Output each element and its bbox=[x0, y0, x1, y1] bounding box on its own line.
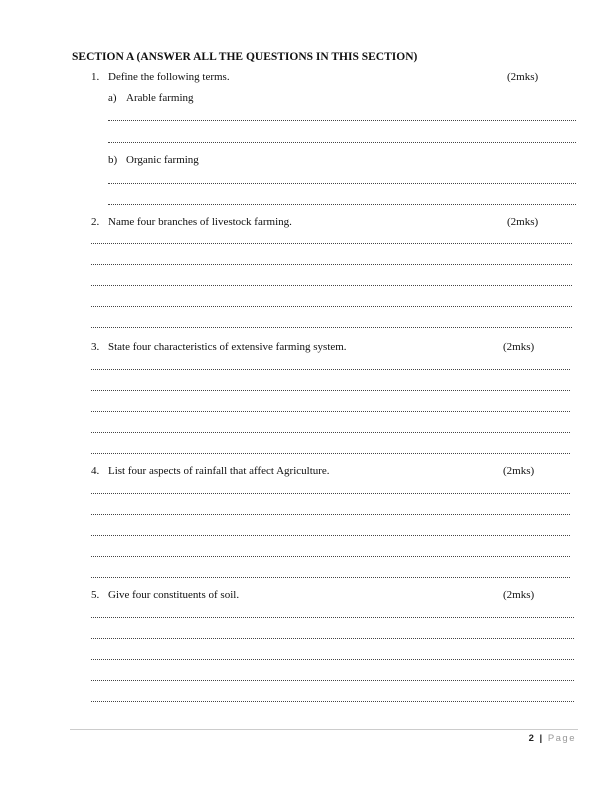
question-number: 4. bbox=[91, 465, 100, 477]
answer-line bbox=[91, 411, 570, 412]
section-heading: SECTION A (ANSWER ALL THE QUESTIONS IN THIS SECTION) bbox=[72, 51, 418, 63]
answer-line bbox=[91, 453, 570, 454]
question-text: List four aspects of rainfall that affect Agriculture. bbox=[108, 465, 330, 477]
question-number: 2. bbox=[91, 216, 100, 228]
part-label: a) bbox=[108, 92, 117, 104]
answer-line bbox=[91, 493, 570, 494]
question-text: Define the following terms. bbox=[108, 71, 230, 83]
page-separator: | bbox=[539, 733, 544, 744]
answer-line bbox=[91, 659, 574, 660]
answer-line bbox=[108, 183, 576, 184]
answer-line bbox=[91, 617, 574, 618]
question-text: State four characteristics of extensive farming system. bbox=[108, 341, 347, 353]
answer-line bbox=[91, 638, 574, 639]
question-marks: (2mks) bbox=[503, 341, 535, 353]
footer-rule bbox=[70, 729, 578, 730]
part-text: Organic farming bbox=[126, 154, 199, 166]
question-marks: (2mks) bbox=[507, 71, 539, 83]
answer-line bbox=[91, 680, 574, 681]
answer-line bbox=[108, 142, 576, 143]
question-number: 5. bbox=[91, 589, 100, 601]
question-text: Name four branches of livestock farming. bbox=[108, 216, 292, 228]
question-marks: (2mks) bbox=[503, 589, 535, 601]
answer-line bbox=[91, 432, 570, 433]
part-text: Arable farming bbox=[126, 92, 194, 104]
answer-line bbox=[91, 577, 570, 578]
page-label: Page bbox=[547, 733, 576, 744]
answer-line bbox=[91, 327, 572, 328]
answer-line bbox=[108, 204, 576, 205]
answer-line bbox=[91, 535, 570, 536]
question-number: 3. bbox=[91, 341, 100, 353]
answer-line bbox=[91, 390, 570, 391]
answer-line bbox=[91, 264, 572, 265]
answer-line bbox=[91, 369, 570, 370]
answer-line bbox=[108, 120, 576, 121]
answer-line bbox=[91, 556, 570, 557]
answer-line bbox=[91, 306, 572, 307]
answer-line bbox=[91, 514, 570, 515]
answer-line bbox=[91, 285, 572, 286]
question-number: 1. bbox=[91, 71, 100, 83]
question-marks: (2mks) bbox=[507, 216, 539, 228]
answer-line bbox=[91, 701, 574, 702]
question-marks: (2mks) bbox=[503, 465, 535, 477]
answer-line bbox=[91, 243, 572, 244]
page-number bbox=[529, 733, 576, 744]
question-text: Give four constituents of soil. bbox=[108, 589, 240, 601]
part-label: b) bbox=[108, 154, 118, 166]
page-number-value: 2 bbox=[528, 733, 536, 744]
